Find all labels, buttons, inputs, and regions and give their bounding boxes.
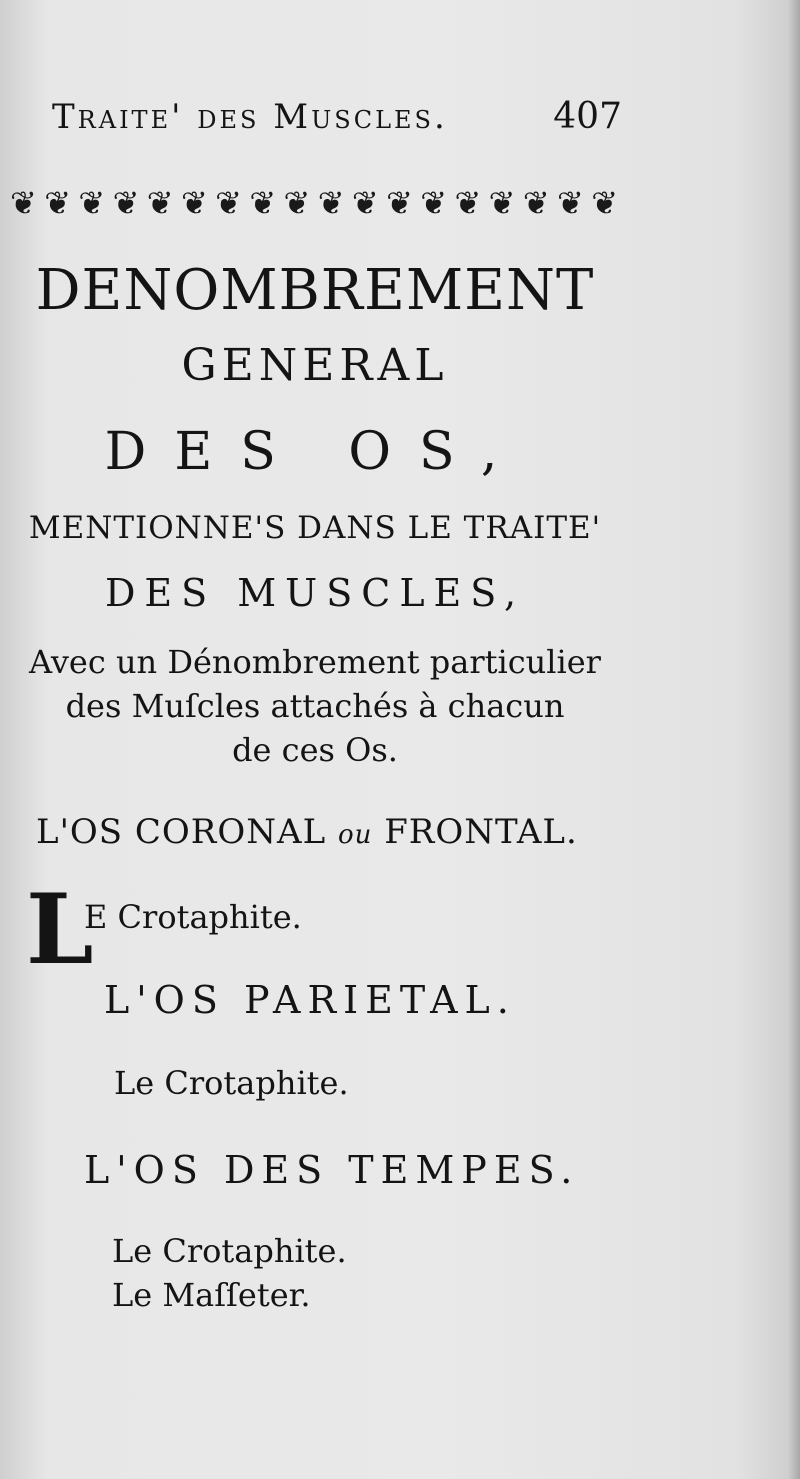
running-head [52, 96, 622, 146]
section-title-parietal: L'OS PARIETAL. [104, 978, 516, 1022]
intro-line: Avec un Dénombrement particulier [29, 643, 601, 681]
ornament-glyph: ❦ [146, 184, 174, 222]
muscle-entry: Le Maſſeter. [112, 1276, 311, 1314]
page-edge-shadow [788, 0, 800, 1479]
muscle-entry: Le Crotaphite. [114, 1064, 349, 1102]
running-title: Traite' des Muscles. [52, 97, 448, 137]
section-title-ou: ou [337, 820, 373, 850]
section-title-coronal [36, 812, 578, 852]
section-title-tempes: L'OS DES TEMPES. [84, 1148, 580, 1192]
intro-line: des Muſcles attachés à chacun [65, 687, 565, 725]
heading-des-os: DES OS, [104, 422, 526, 482]
ornament-glyph: ❦ [557, 184, 584, 222]
ornament-glyph: ❦ [112, 184, 140, 222]
ornament-glyph: ❦ [454, 184, 482, 222]
heading-general: GENERAL [181, 340, 449, 391]
heading-des-muscles: DES MUSCLES, [104, 571, 526, 615]
heading-denombrement: DENOMBREMENT [35, 258, 595, 323]
ornament-glyph: ❦ [351, 184, 379, 222]
intro-line: de ces Os. [232, 731, 398, 769]
section-title-part: FRONTAL. [384, 812, 578, 852]
ornament-glyph: ❦ [78, 184, 106, 222]
ornament-glyph: ❦ [488, 184, 516, 222]
ornament-glyph: ❦ [522, 184, 550, 222]
ornament-glyph: ❦ [10, 184, 37, 222]
drop-cap: L [26, 873, 94, 986]
ornament-glyph: ❦ [249, 184, 277, 222]
ornament-glyph: ❦ [386, 184, 413, 222]
heading-mentionnes: MENTIONNE'S DANS LE TRAITE' [28, 510, 602, 546]
ornament-glyph: ❦ [591, 184, 618, 222]
page-number: 407 [553, 96, 622, 137]
muscle-entry: Le Crotaphite. [112, 1232, 347, 1270]
ornament-band [10, 180, 618, 226]
ornament-glyph: ❦ [317, 184, 345, 222]
muscle-entry: E Crotaphite. [84, 898, 302, 936]
ornament-glyph: ❦ [420, 184, 448, 222]
intro-paragraph [0, 640, 630, 772]
ornament-glyph: ❦ [283, 184, 311, 222]
section-title-part: L'OS CORONAL [36, 812, 327, 852]
ornament-glyph: ❦ [180, 184, 208, 222]
ornament-glyph: ❦ [215, 184, 242, 222]
ornament-glyph: ❦ [44, 184, 71, 222]
